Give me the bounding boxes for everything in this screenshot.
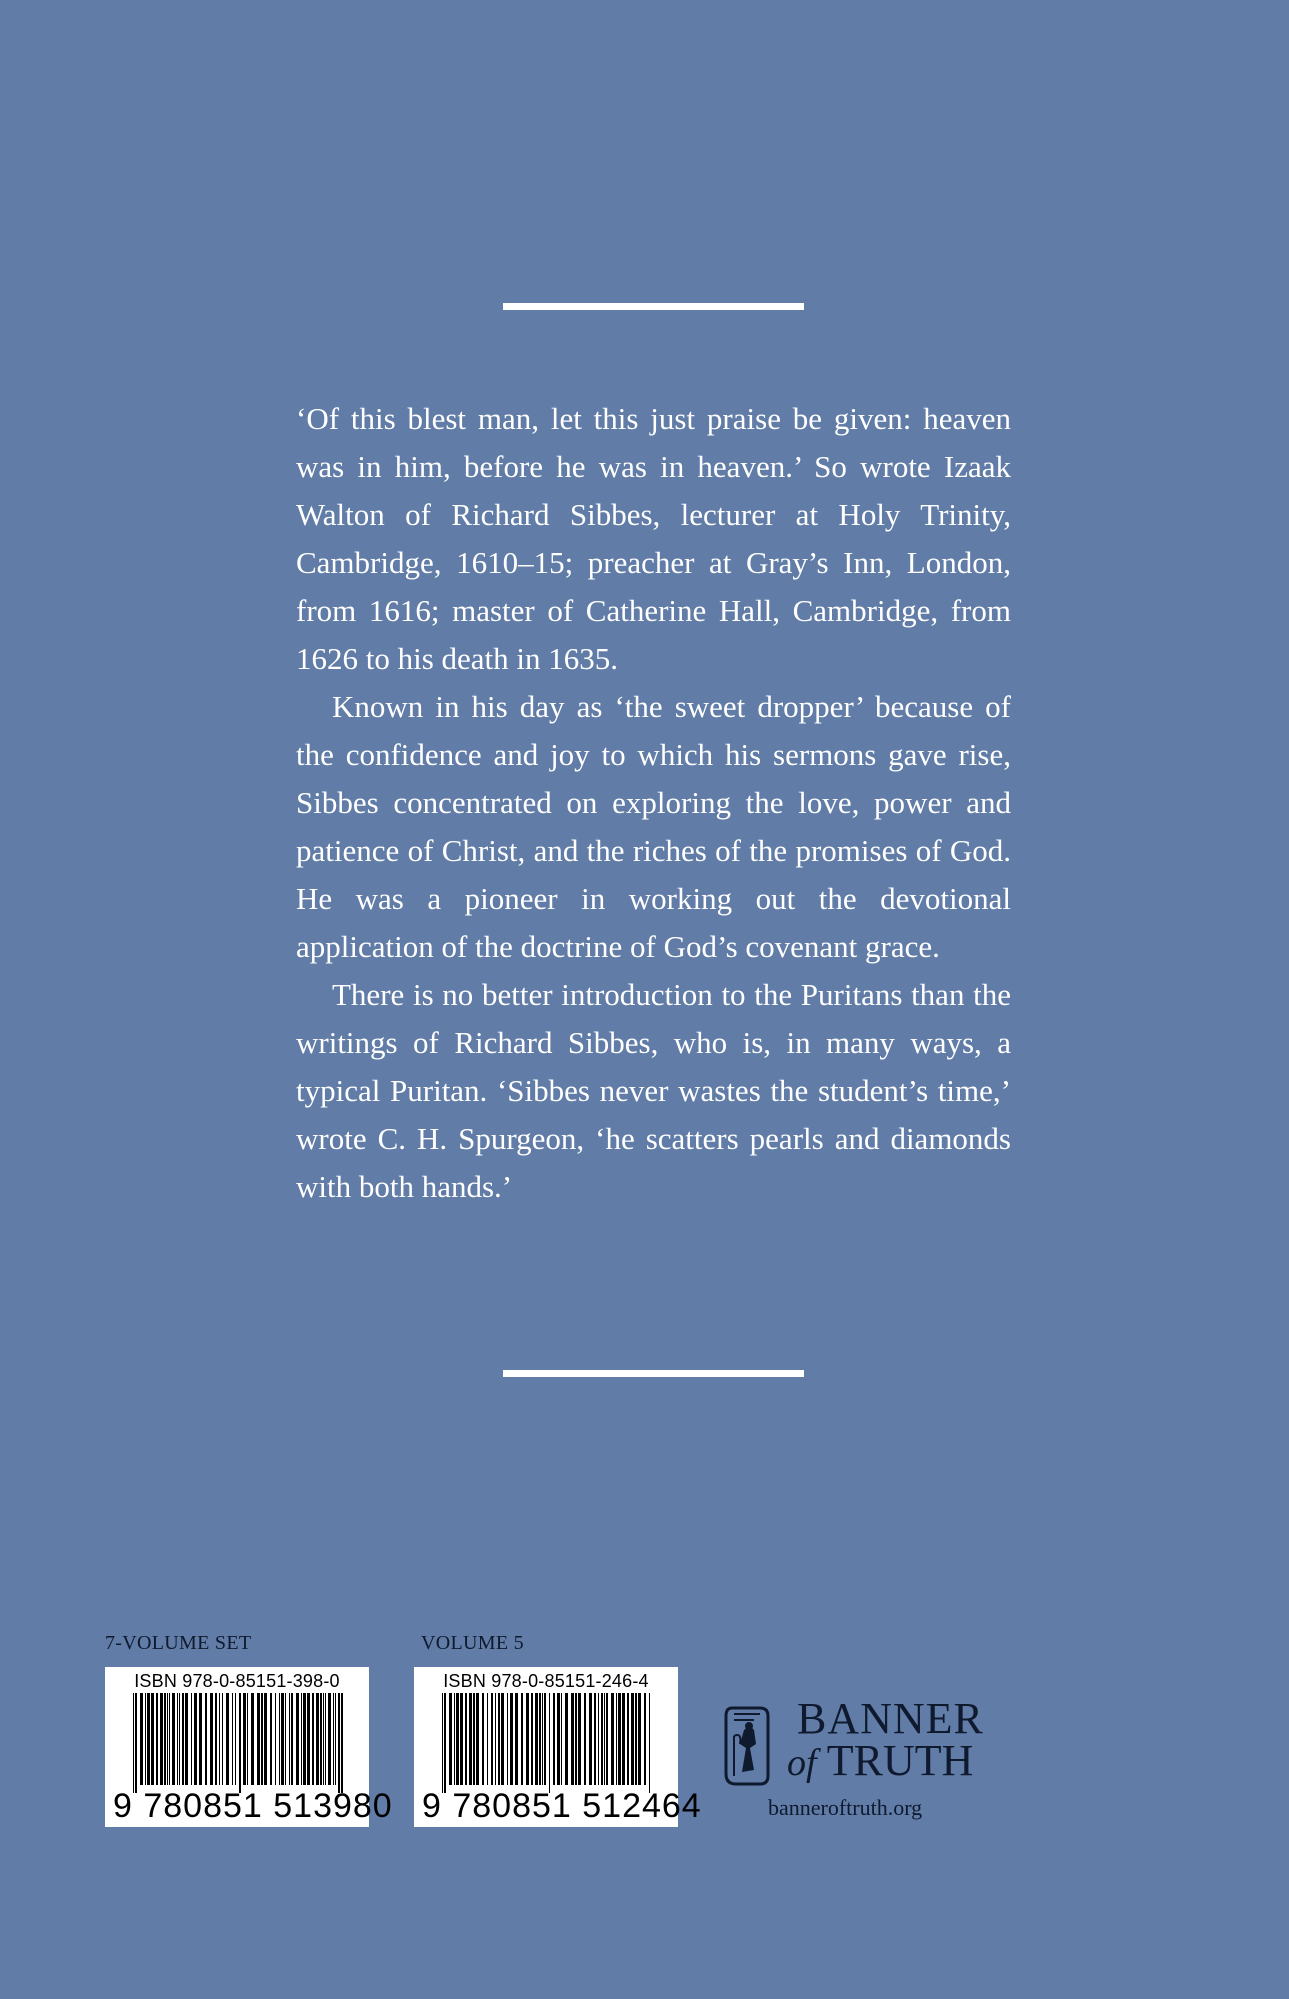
barcode-bar: [210, 1693, 213, 1785]
barcode-bar: [325, 1693, 326, 1785]
barcode-bar: [635, 1693, 637, 1785]
barcode-bar: [627, 1693, 629, 1785]
barcode-bar: [498, 1693, 500, 1785]
barcode-bar: [501, 1693, 504, 1785]
barcode-bar: [553, 1693, 555, 1785]
barcode-bar: [604, 1693, 605, 1785]
barcode-bar: [618, 1693, 621, 1785]
barcode-bar: [215, 1693, 217, 1785]
barcode-bar: [257, 1693, 260, 1785]
barcode-bar: [571, 1693, 574, 1785]
barcode-bar: [291, 1693, 293, 1785]
volume-barcode: [414, 1667, 702, 1827]
barcode-bar: [320, 1693, 322, 1785]
barcode-bar: [172, 1693, 175, 1785]
barcode-bar: [140, 1693, 143, 1785]
barcode-bar: [521, 1693, 523, 1785]
set-barcode: [105, 1667, 393, 1827]
barcode-bar: [482, 1693, 484, 1785]
barcode-bar: [133, 1693, 134, 1793]
barcode-bar: [473, 1693, 475, 1785]
volume-barcode-digits: 9 780851 512464: [422, 1787, 702, 1825]
barcode-bar: [442, 1693, 443, 1793]
barcode-bar: [539, 1693, 541, 1785]
set-isbn: ISBN 978-0-85151-398-0: [134, 1671, 340, 1691]
barcode-bar: [179, 1693, 180, 1785]
barcode-bar: [606, 1693, 608, 1785]
barcode-bar: [333, 1693, 334, 1785]
top-divider: [503, 303, 804, 310]
barcode-bar: [243, 1693, 246, 1785]
publisher-name-truth: TRUTH: [826, 1736, 974, 1785]
barcode-bar: [275, 1693, 276, 1785]
barcode-bar: [191, 1693, 192, 1785]
barcode-bar: [261, 1693, 263, 1785]
barcode-bar: [495, 1693, 496, 1785]
set-barcode-digits: 9 780851 513980: [113, 1787, 393, 1825]
barcode-bar: [456, 1693, 459, 1785]
publisher-url: banneroftruth.org: [768, 1795, 923, 1820]
barcode-bar: [205, 1693, 207, 1785]
barcode-bar: [578, 1693, 581, 1785]
barcode-bar: [247, 1693, 248, 1785]
barcode-bar: [135, 1693, 137, 1793]
barcode-bar: [491, 1693, 493, 1785]
barcode-bar: [644, 1693, 646, 1785]
volume-label: VOLUME 5: [421, 1632, 524, 1654]
barcode-bar: [169, 1693, 170, 1785]
barcode-bar: [328, 1693, 331, 1785]
barcode-bar: [226, 1693, 229, 1785]
barcode-bar: [222, 1693, 223, 1785]
barcode-bar: [649, 1693, 650, 1793]
barcode-bar: [323, 1693, 324, 1785]
barcode-bar: [312, 1693, 314, 1785]
barcode-bar: [565, 1693, 568, 1785]
barcode-bar: [251, 1693, 254, 1785]
barcode-bar: [338, 1693, 340, 1793]
barcode-bar: [289, 1693, 290, 1785]
barcode-bar: [454, 1693, 455, 1785]
barcode-bar: [151, 1693, 154, 1785]
barcode-bar: [167, 1693, 168, 1785]
barcode-bar: [307, 1693, 310, 1785]
barcode-bar: [465, 1693, 467, 1785]
barcode-bar: [316, 1693, 319, 1785]
barcode-bar: [507, 1693, 508, 1785]
blurb-paragraph-2: Known in his day as ‘the sweet dropper’ because of the confidence and joy to which his sermons gave rise, Sibbes concentrated on exploring the love, power and patience of Christ, and the riches of the promises of God. He was a pioneer in working out the devotional application of the doctrine of God’s covenant grace.: [296, 689, 1011, 964]
set-label: 7-VOLUME SET: [105, 1632, 252, 1654]
barcode-bar: [515, 1693, 518, 1785]
barcode-bar: [449, 1693, 452, 1785]
barcode-bar: [487, 1693, 488, 1785]
barcode-bar: [341, 1693, 343, 1793]
barcode-bar: [199, 1693, 202, 1785]
barcode-bar: [160, 1693, 163, 1785]
barcode-bar: [264, 1693, 267, 1785]
blurb-paragraph-3: There is no better introduction to the Puritans than the writings of Richard Sibbes, who is, in many ways, a typical Puritan. ‘Sibbes never wastes the student’s time,’ wrote C. H. Spurgeon, ‘he scatters pearls and diamonds with both hands.’: [296, 977, 1011, 1204]
barcode-bar: [622, 1693, 625, 1785]
barcode-bar: [544, 1693, 546, 1785]
barcode-bar: [526, 1693, 529, 1785]
barcode-bar: [535, 1693, 538, 1785]
barcode-bar: [335, 1693, 336, 1785]
barcode-bar: [469, 1693, 472, 1785]
barcode-bar: [510, 1693, 513, 1785]
barcode-bar: [460, 1693, 463, 1785]
barcode-bar: [549, 1693, 550, 1793]
publisher-name-of: of: [787, 1742, 817, 1784]
barcode-bar: [303, 1693, 306, 1785]
barcode-bar: [561, 1693, 562, 1785]
barcode-bar: [616, 1693, 617, 1785]
publisher-name-of-truth: [787, 1737, 973, 1787]
set-barcode-bars: [133, 1693, 343, 1793]
barcode-bar: [156, 1693, 158, 1785]
barcode-bar: [182, 1693, 184, 1785]
barcode-bar: [194, 1693, 197, 1785]
volume-isbn: ISBN 978-0-85151-246-4: [443, 1671, 649, 1691]
barcode-bar: [239, 1693, 241, 1793]
barcode-bar: [584, 1693, 586, 1785]
barcode-bar: [444, 1693, 446, 1793]
publisher-name-banner: BANNER: [797, 1694, 984, 1743]
barcode-bar: [557, 1693, 560, 1785]
barcode-bar: [598, 1693, 599, 1785]
barcode-bar: [285, 1693, 286, 1785]
barcode-bar: [232, 1693, 233, 1785]
barcode-bar: [594, 1693, 596, 1785]
barcode-bar: [279, 1693, 280, 1785]
blurb-paragraph-1: ‘Of this blest man, let this just praise be given: heaven was in him, before he was in heaven.’ So wrote Izaak Walton of Richard Sibbes, lecturer at Holy Trinity, Cambridge, 1610–15; preacher at Gray’s Inn, London, from 1616; master of Catherine Hall, Cambridge, from 1626 to his death in 1635.: [296, 401, 1011, 676]
barcode-bar: [281, 1693, 284, 1785]
barcode-bar: [177, 1693, 178, 1785]
barcode-bar: [542, 1693, 543, 1785]
barcode-bar: [164, 1693, 166, 1785]
barcode-bar: [631, 1693, 634, 1785]
barcode-bar: [185, 1693, 188, 1785]
barcode-bar: [589, 1693, 592, 1785]
barcode-bar: [638, 1693, 641, 1785]
barcode-bar: [235, 1693, 236, 1785]
barcode-bar: [145, 1693, 146, 1785]
barcode-bar: [219, 1693, 220, 1785]
barcode-bar: [531, 1693, 533, 1785]
barcode-bar: [270, 1693, 272, 1785]
back-cover-blurb: [296, 395, 1011, 1211]
barcode-bar: [476, 1693, 479, 1785]
barcode-bar: [611, 1693, 614, 1785]
barcode-bar: [147, 1693, 150, 1785]
barcode-bar: [296, 1693, 299, 1785]
volume-barcode-bars: [442, 1693, 652, 1793]
barcode-bar: [601, 1693, 603, 1785]
barcode-bar: [575, 1693, 577, 1785]
bottom-divider: [503, 1370, 804, 1377]
barcode-bar: [301, 1693, 302, 1785]
